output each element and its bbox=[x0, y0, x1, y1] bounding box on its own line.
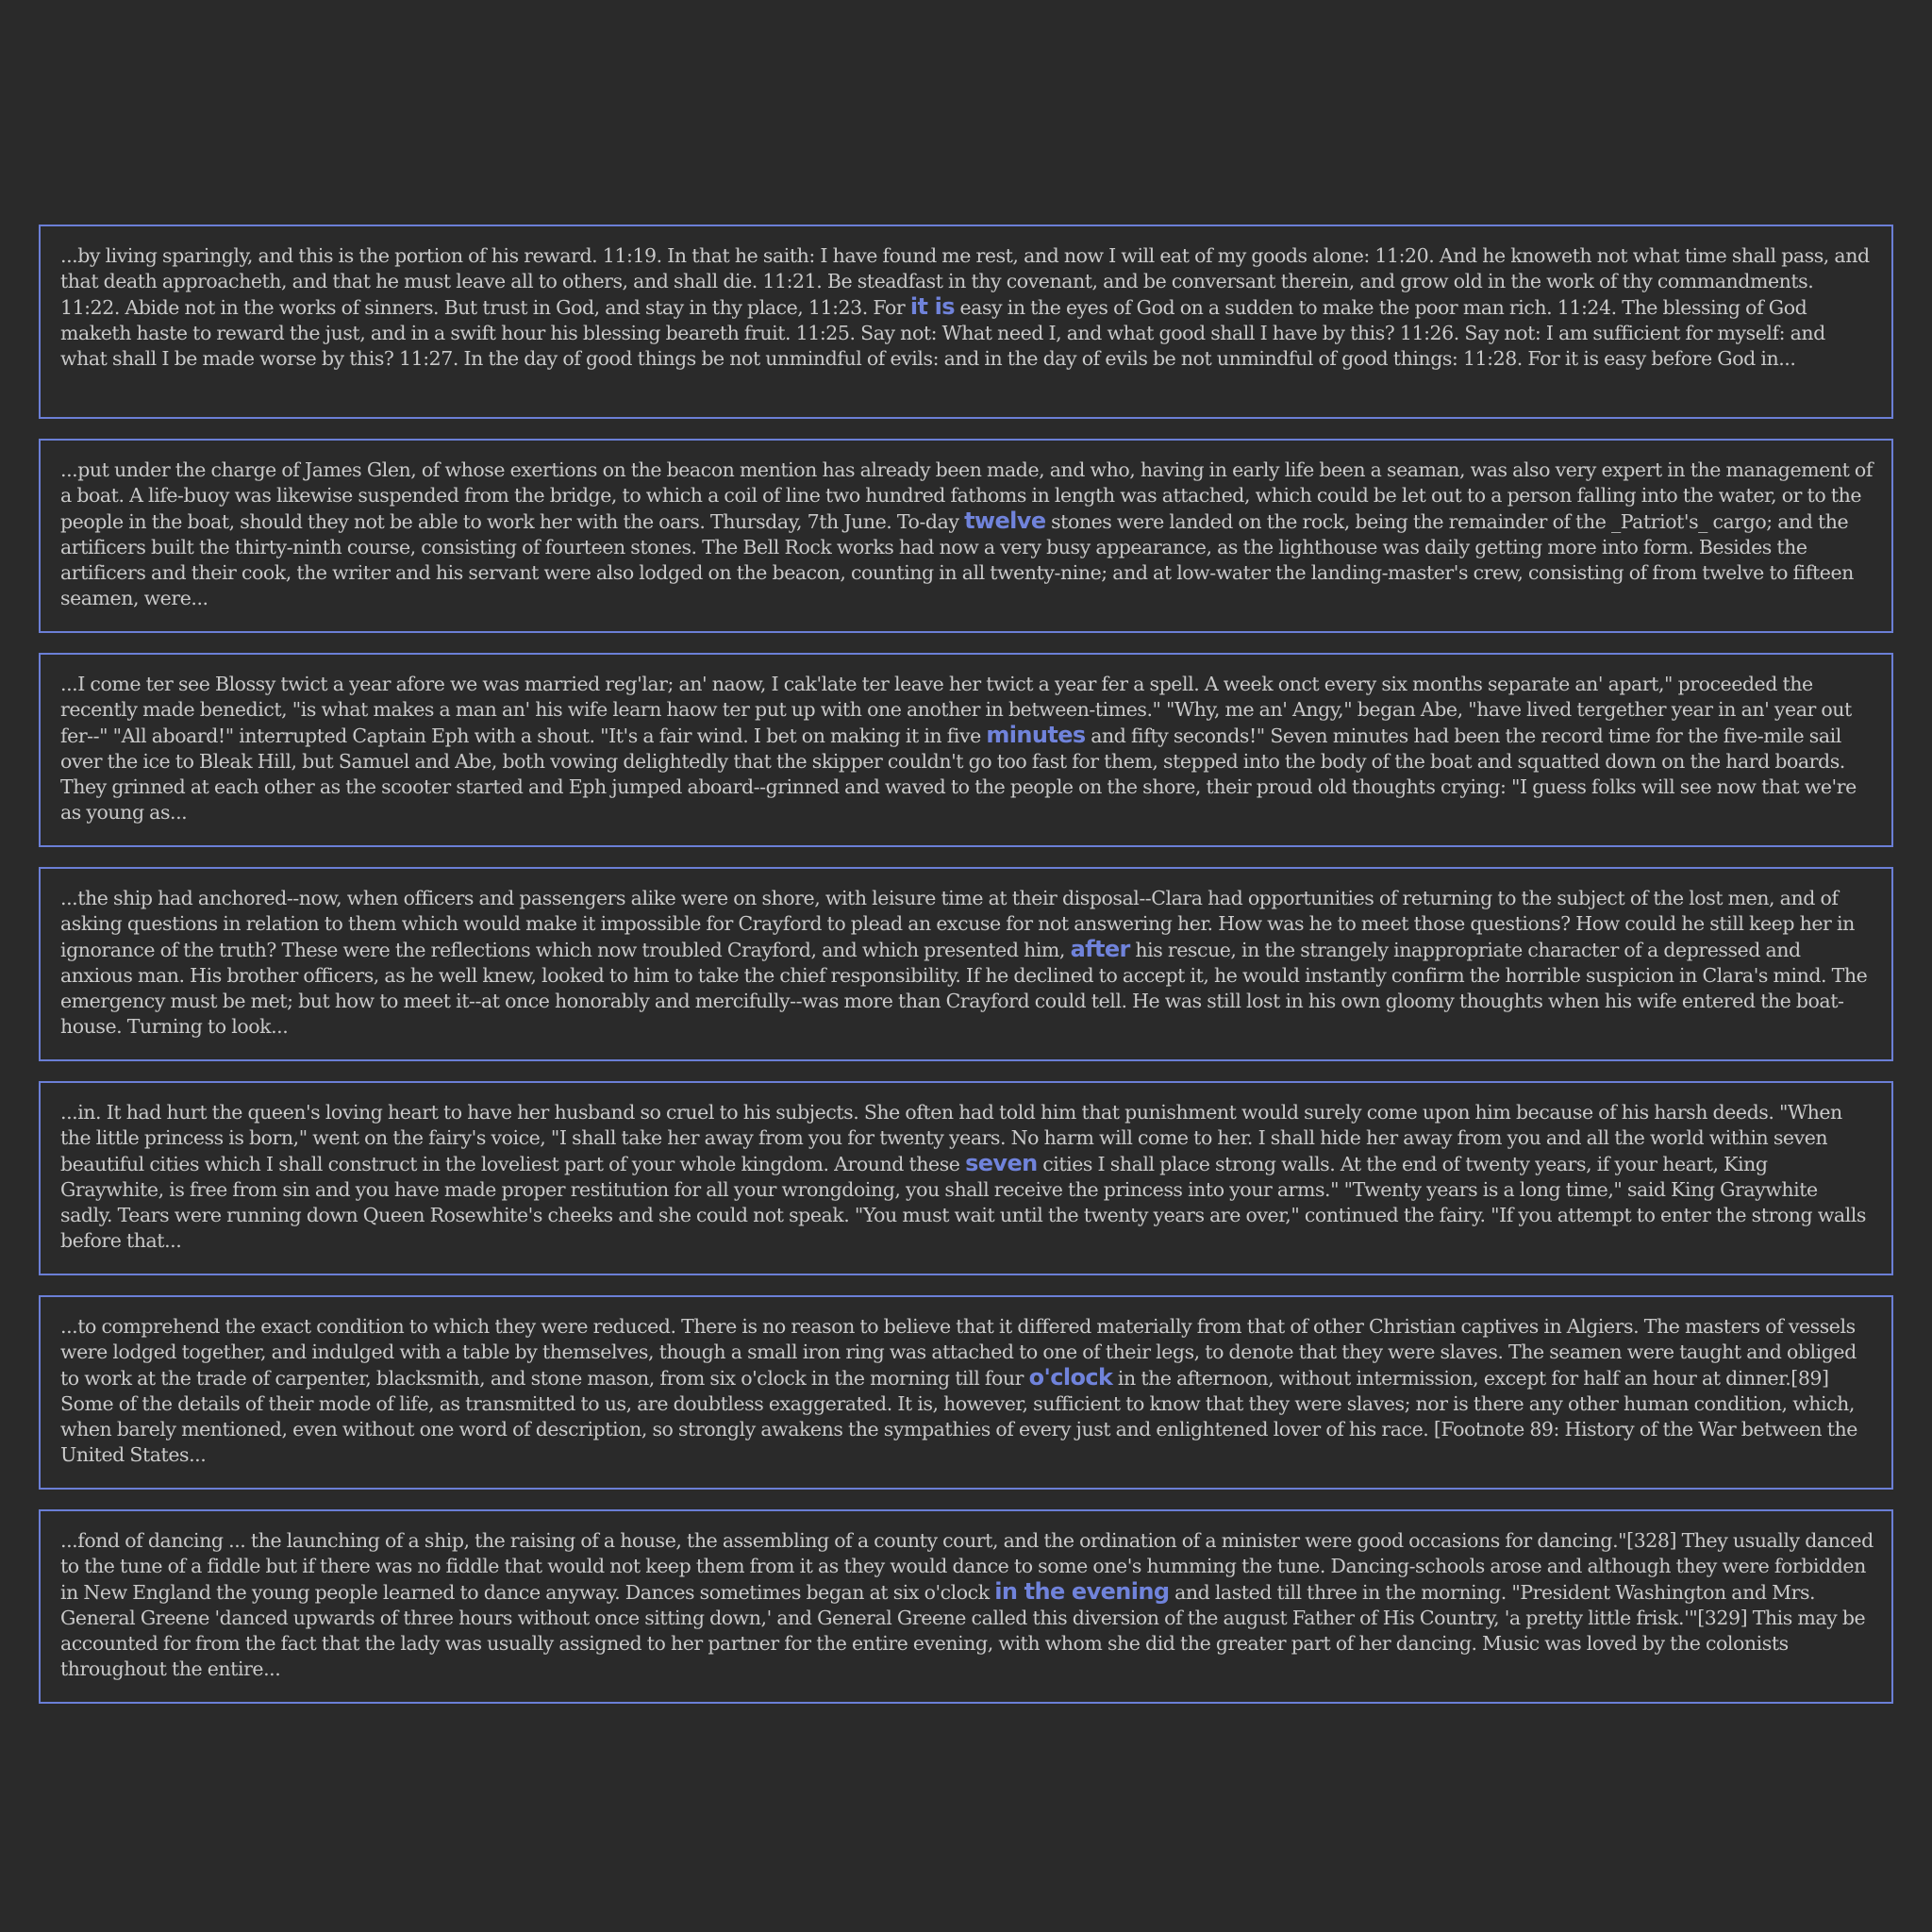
result-card bbox=[39, 653, 1893, 847]
snippet-text-after: and fifty seconds!" Seven minutes had been the record time for the five-mile sail over the ice to Bleak Hill, but Samuel and Abe, both vowing delightedly that the skipper couldn't go too fast for them, stepped into the body of the boat and squatted down on the hard boards. They grinned at each other as the scooter started and Eph jumped aboard--grinned and waved to the people on the shore, their proud old thoughts crying: "I guess folks will see now that we're as young as... bbox=[60, 724, 1857, 824]
result-card bbox=[39, 439, 1893, 633]
results-list bbox=[39, 225, 1893, 1724]
result-card bbox=[39, 1509, 1893, 1704]
snippet-text-before: ...by living sparingly, and this is the portion of his reward. 11:19. In that he saith: I have found me rest, and now I will eat of my goods alone: 11:20. And he knoweth not what time shall pass, and that death approacheth, and that he must leave all to others, and shall die. 11:21. Be steadfast in thy covenant, and be conversant therein, and grow old in the work of thy commandments. 11:22. Abide not in the works of sinners. But trust in God, and stay in thy place, 11:23. For bbox=[60, 244, 1870, 319]
snippet-highlight: seven bbox=[965, 1150, 1038, 1176]
snippet-text-after: easy in the eyes of God on a sudden to make the poor man rich. 11:24. The blessing of God maketh haste to reward the just, and in a swift hour his blessing beareth fruit. 11:25. Say not: What need I, and what good shall I have by this? 11:26. Say not: I am sufficient for myself: and what shall I be made worse by this? 11:27. In the day of good things be not unmindful of evils: and in the day of evils be not unmindful of good things: 11:28. For it is easy before God in... bbox=[60, 296, 1825, 370]
result-snippet bbox=[60, 243, 1874, 372]
snippet-text-before: ...in. It had hurt the queen's loving heart to have her husband so cruel to his subjects. She often had told him that punishment would surely come upon him because of his harsh deeds. "When the little princess is born," went on the fairy's voice, "I shall take her away from you for twenty years. No harm will come to her. I shall hide her away from you and all the world within seven beautiful cities which I shall construct in the loveliest part of your whole kingdom. Around these bbox=[60, 1101, 1842, 1175]
snippet-text-before: ...put under the charge of James Glen, of whose exertions on the beacon mention has already been made, and who, having in early life been a seaman, was also very expert in the management of a boat. A life-buoy was likewise suspended from the bridge, to which a coil of line two hundred fathoms in length was attached, which could be let out to a person falling into the water, or to the people in the boat, should they not be able to work her with the oars. Thursday, 7th June. To-day bbox=[60, 458, 1873, 533]
result-card bbox=[39, 867, 1893, 1061]
result-snippet bbox=[60, 1528, 1874, 1682]
result-card bbox=[39, 225, 1893, 419]
snippet-text-before: ...to comprehend the exact condition to which they were reduced. There is no reason to believe that it differed materially from that of other Christian captives in Algiers. The masters of vessels were lodged together, and indulged with a table by themselves, though a small iron ring was attached to one of their legs, to denote that they were slaves. The seamen were taught and obliged to work at the trade of carpenter, blacksmith, and stone mason, from six o'clock in the morning till four bbox=[60, 1315, 1857, 1390]
snippet-highlight: minutes bbox=[986, 722, 1086, 748]
snippet-text-before: ...I come ter see Blossy twict a year afore we was married reg'lar; an' naow, I cak'late ter leave her twict a year fer a spell. A week onct every six months separate an' apart," proceeded the recently made benedict, "is what makes a man an' his wife learn haow ter put up with one another in between-times." "Why, me an' Angy," began Abe, "have lived tergether year in an' year out fer--" "All aboard!" interrupted Captain Eph with a shout. "It's a fair wind. I bet on making it in five bbox=[60, 673, 1852, 747]
snippet-text-before: ...fond of dancing ... the launching of a ship, the raising of a house, the assembling of a county court, and the ordination of a minister were good occasions for dancing."[328] They usually danced to the tune of a fiddle but if there was no fiddle that would not keep them from it as they would dance to some one's humming the tune. Dancing-schools arose and although they were forbidden in New England the young people learned to dance anyway. Dances sometimes began at six o'clock bbox=[60, 1529, 1874, 1604]
snippet-text-after: in the afternoon, without intermission, except for half an hour at dinner.[89] Some of the details of their mode of life, as transmitted to us, are doubtless exaggerated. It is, however, sufficient to know that they were slaves; nor is there any other human condition, which, when barely mentioned, even without one word of description, so strongly awakens the sympathies of every just and enlightened lover of his race. [Footnote 89: History of the War between the United States... bbox=[60, 1367, 1857, 1466]
snippet-highlight: twelve bbox=[964, 508, 1046, 534]
snippet-text-after: cities I shall place strong walls. At the end of twenty years, if your heart, King Graywhite, is free from sin and you have made proper restitution for all your wrongdoing, you shall receive the princess into your arms." "Twenty years is a long time," said King Graywhite sadly. Tears were running down Queen Rosewhite's cheeks and she could not speak. "You must wait until the twenty years are over," continued the fairy. "If you attempt to enter the strong walls before that... bbox=[60, 1153, 1866, 1252]
snippet-highlight: after bbox=[1070, 936, 1130, 962]
result-snippet bbox=[60, 1314, 1874, 1468]
snippet-text-after: stones were landed on the rock, being the remainder of the _Patriot's_ cargo; and the artificers built the thirty-ninth course, consisting of fourteen stones. The Bell Rock works had now a very busy appearance, as the lighthouse was daily getting more into form. Besides the artificers and their cook, the writer and his servant were also lodged on the beacon, counting in all twenty-nine; and at low-water the landing-master's crew, consisting of from twelve to fifteen seamen, were... bbox=[60, 510, 1854, 609]
result-snippet bbox=[60, 458, 1874, 611]
snippet-highlight: it is bbox=[909, 293, 955, 320]
snippet-highlight: in the evening bbox=[994, 1578, 1170, 1605]
snippet-text-after: his rescue, in the strangely inappropriate character of a depressed and anxious man. His brother officers, as he well knew, looked to him to take the chief responsibility. If he declined to accept it, he would instantly confirm the horrible suspicion in Clara's mind. The emergency must be met; but how to meet it--at once honorably and mercifully--was more than Crayford could tell. He was still lost in his own gloomy thoughts when his wife entered the boat-house. Turning to look... bbox=[60, 939, 1868, 1038]
result-card bbox=[39, 1295, 1893, 1490]
snippet-text-before: ...the ship had anchored--now, when officers and passengers alike were on shore, with leisure time at their disposal--Clara had opportunities of returning to the subject of the lost men, and of asking questions in relation to them which would make it impossible for Crayford to plead an excuse for not answering her. How was he to meet those questions? How could he still keep her in ignorance of the truth? These were the reflections which now troubled Crayford, and which presented him, bbox=[60, 887, 1855, 961]
result-card bbox=[39, 1081, 1893, 1275]
result-snippet bbox=[60, 1100, 1874, 1254]
snippet-highlight: o'clock bbox=[1028, 1364, 1113, 1391]
result-snippet bbox=[60, 886, 1874, 1040]
snippet-text-after: and lasted till three in the morning. "President Washington and Mrs. General Greene 'danced upwards of three hours without once sitting down,' and General Greene called this diversion of the august Father of His Country, 'a pretty little frisk.'"[329] This may be accounted for from the fact that the lady was usually assigned to her partner for the entire evening, with whom she did the greater part of her dancing. Music was loved by the colonists throughout the entire... bbox=[60, 1581, 1866, 1680]
result-snippet bbox=[60, 672, 1874, 825]
